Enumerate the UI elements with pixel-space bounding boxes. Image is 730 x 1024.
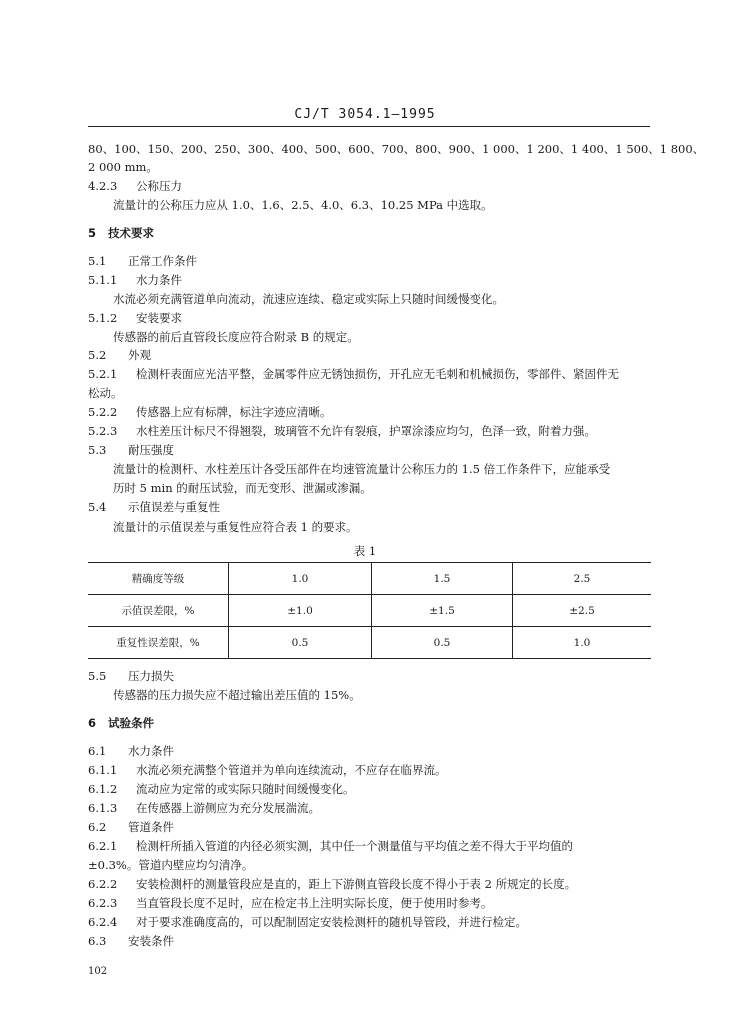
section-5-5 <box>88 669 174 683</box>
accuracy-table <box>88 562 651 659</box>
section-title: 水力条件 <box>136 273 182 287</box>
section-title: 安装要求 <box>136 311 182 325</box>
table-cell: 1.5 <box>372 563 513 595</box>
section-number: 5.2.2 <box>88 405 118 419</box>
paragraph: 传感器上应有标牌，标注字迹应清晰。 <box>136 405 332 419</box>
section-6 <box>88 716 154 730</box>
section-number: 6.1.3 <box>88 801 118 815</box>
section-6-2-4 <box>88 915 527 929</box>
section-6-2-3 <box>88 896 493 910</box>
section-number: 5.2 <box>88 348 107 362</box>
section-number: 4.2.3 <box>88 179 118 193</box>
table-cell: 精确度等级 <box>88 563 229 595</box>
paragraph: ±0.3%。管道内壁应均匀清净。 <box>88 858 254 872</box>
section-title: 公称压力 <box>136 179 182 193</box>
section-title: 压力损失 <box>128 669 174 683</box>
table-cell: 0.5 <box>372 627 513 659</box>
header-rule <box>88 126 650 127</box>
table-row <box>88 563 651 595</box>
paragraph: 检测杆所插入管道的内径必须实测，其中任一个测量值与平均值之差不得大于平均值的 <box>136 839 573 853</box>
text-line: 2 000 mm。 <box>88 160 158 174</box>
paragraph: 在传感器上游侧应为充分发展湍流。 <box>136 801 320 815</box>
section-number: 5.2.1 <box>88 367 118 381</box>
section-6-2-1 <box>88 839 573 853</box>
table-row <box>88 595 651 627</box>
section-number: 6.2 <box>88 820 107 834</box>
paragraph: 安装检测杆的测量管段应是直的，距上下游侧直管段长度不得小于表 2 所规定的长度。 <box>136 877 577 891</box>
section-5-2 <box>88 348 151 362</box>
table-caption: 表 1 <box>353 544 377 558</box>
section-number: 5.3 <box>88 443 107 457</box>
section-4-2-3 <box>88 179 182 193</box>
section-6-1-1 <box>88 763 447 777</box>
section-title: 安装条件 <box>128 934 174 948</box>
table-cell: ±2.5 <box>513 595 652 627</box>
section-title: 水力条件 <box>128 744 174 758</box>
table-cell: ±1.0 <box>229 595 372 627</box>
section-number: 6.2.3 <box>88 896 118 910</box>
section-5-2-1 <box>88 367 619 381</box>
paragraph: 水流必须充满管道单向流动，流速应连续、稳定或实际上只随时间缓慢变化。 <box>113 292 504 306</box>
table-cell: ±1.5 <box>372 595 513 627</box>
table-cell: 2.5 <box>513 563 652 595</box>
section-5-1-1 <box>88 273 182 287</box>
page-number: 102 <box>88 966 108 977</box>
section-number: 6 <box>88 716 97 730</box>
paragraph: 传感器的压力损失应不超过输出差压值的 15%。 <box>113 688 361 702</box>
section-6-3 <box>88 934 174 948</box>
section-5-3 <box>88 443 174 457</box>
page-header: CJ/T 3054.1—1995 <box>294 107 436 122</box>
section-5-2-2 <box>88 405 332 419</box>
section-5-2-3 <box>88 424 596 438</box>
section-6-1-3 <box>88 801 320 815</box>
paragraph: 流量计的公称压力应从 1.0、1.6、2.5、4.0、6.3、10.25 MPa 中选取。 <box>113 198 493 212</box>
paragraph: 传感器的前后直管段长度应符合附录 B 的规定。 <box>113 330 359 344</box>
section-6-1 <box>88 744 174 758</box>
paragraph: 检测杆表面应光洁平整，金属零件应无锈蚀损伤，开孔应无毛刺和机械损伤，零部件、紧固件无 <box>136 367 619 381</box>
section-title: 技术要求 <box>108 226 154 240</box>
section-number: 6.3 <box>88 934 107 948</box>
paragraph: 水流必须充满整个管道并为单向连续流动，不应存在临界流。 <box>136 763 447 777</box>
section-number: 5.1 <box>88 254 107 268</box>
paragraph: 对于要求准确度高的，可以配制固定安装检测杆的随机导管段，并进行检定。 <box>136 915 527 929</box>
section-number: 6.1.1 <box>88 763 118 777</box>
section-number: 6.1 <box>88 744 107 758</box>
section-number: 6.1.2 <box>88 782 118 796</box>
section-title: 耐压强度 <box>128 443 174 457</box>
section-5-1 <box>88 254 197 268</box>
paragraph: 水柱差压计标尺不得翘裂，玻璃管不允许有裂痕，护罩涂漆应均匀，色泽一致，附着力强。 <box>136 424 596 438</box>
section-6-2 <box>88 820 174 834</box>
table-cell: 示值误差限，% <box>88 595 229 627</box>
section-number: 6.2.2 <box>88 877 118 891</box>
section-title: 外观 <box>128 348 151 362</box>
section-title: 正常工作条件 <box>128 254 197 268</box>
section-number: 5.5 <box>88 669 107 683</box>
section-5-4 <box>88 500 220 514</box>
table-row <box>88 627 651 659</box>
paragraph: 松动。 <box>88 386 123 400</box>
paragraph: 当直管段长度不足时，应在检定书上注明实际长度，便于使用时参考。 <box>136 896 493 910</box>
section-6-1-2 <box>88 782 355 796</box>
table-cell: 重复性误差限，% <box>88 627 229 659</box>
section-title: 试验条件 <box>108 716 154 730</box>
table-cell: 1.0 <box>513 627 652 659</box>
section-5-1-2 <box>88 311 182 325</box>
section-5 <box>88 226 154 240</box>
section-number: 5 <box>88 226 97 240</box>
paragraph: 流量计的示值误差与重复性应符合表 1 的要求。 <box>113 520 358 534</box>
section-number: 5.1.2 <box>88 311 118 325</box>
table-cell: 0.5 <box>229 627 372 659</box>
table-cell: 1.0 <box>229 563 372 595</box>
section-6-2-2 <box>88 877 576 891</box>
section-number: 6.2.1 <box>88 839 118 853</box>
section-number: 5.4 <box>88 500 107 514</box>
section-title: 示值误差与重复性 <box>128 500 220 514</box>
section-number: 6.2.4 <box>88 915 118 929</box>
paragraph: 流量计的检测杆、水柱差压计各受压部件在均速管流量计公称压力的 1.5 倍工作条件下，应能承受 <box>113 462 611 476</box>
paragraph: 流动应为定常的或实际只随时间缓慢变化。 <box>136 782 355 796</box>
text-line: 80、100、150、200、250、300、400、500、600、700、800、900、1 000、1 200、1 400、1 500、1 800、 <box>88 142 705 156</box>
section-title: 管道条件 <box>128 820 174 834</box>
paragraph: 历时 5 min 的耐压试验，而无变形、泄漏或渗漏。 <box>113 481 372 495</box>
section-number: 5.1.1 <box>88 273 118 287</box>
section-number: 5.2.3 <box>88 424 118 438</box>
